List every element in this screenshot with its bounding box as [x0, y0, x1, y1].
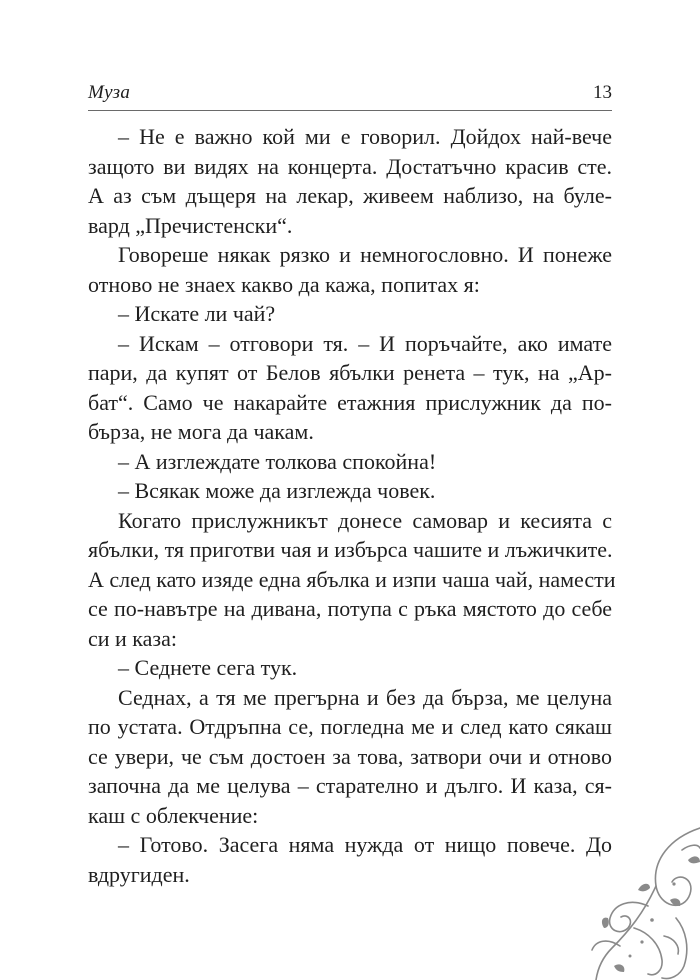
body-text — [88, 122, 616, 889]
text-line: – Всякак може да изглежда човек. — [118, 478, 436, 503]
text-line: Говореше някак рязко и немногословно. И понеже — [118, 242, 612, 267]
text-line: пари, да купят от Белов ябълки ренета – тук, на „Ар- — [88, 360, 612, 385]
text-line: – Готово. Засега няма нужда от нищо повече. До — [118, 832, 612, 857]
text-line: А аз съм дъщеря на лекар, живеем наблизо, на буле- — [88, 183, 612, 208]
text-line: каш с облекчение: — [88, 802, 259, 828]
text-line: се увери, че съм достоен за това, затвори очи и отново — [88, 743, 612, 769]
text-line: по устата. Отдръпна се, погледна ме и след като сякаш — [88, 714, 612, 739]
text-line: си и каза: — [88, 625, 177, 651]
text-line: защото ви видях на концерта. Достатъчно красив сте. — [88, 153, 612, 179]
text-line: Когато прислужникът донесе самовар и кесията с — [118, 507, 612, 533]
text-line: започна да ме целува – старателно и дълго. И каза, ся- — [88, 773, 612, 798]
text-line: – А изглеждате толкова спокойна! — [118, 448, 437, 474]
page-number: 13 — [593, 82, 612, 103]
text-line: – Не е важно кой ми е говорил. Дойдох най-вече — [118, 124, 612, 149]
text-line: отново не знаех какво да кажа, попитах я: — [88, 271, 480, 297]
text-line: – Искам – отговори тя. – И поръчайте, ако имате — [118, 330, 612, 356]
text-line: се по-навътре на дивана, потупа с ръка мястото до себе — [88, 596, 612, 621]
text-line: вард „Пречистенски“. — [88, 212, 293, 238]
text-line: бат“. Само че накарайте етажния прислужник да по- — [88, 389, 612, 415]
text-line: Седнах, а тя ме прегърна и без да бърза, ме целуна — [118, 684, 612, 710]
text-line: ябълки, тя приготви чая и избърса чашите и лъжичките. — [88, 537, 613, 562]
text-line: бърза, не мога да чакам. — [88, 419, 314, 444]
text-line: – Искате ли чай? — [118, 301, 276, 326]
floral-swirl-icon — [590, 820, 700, 980]
text-line: А след като изяде една ябълка и изпи чаша чай, намести — [88, 566, 616, 592]
text-line: вдругиден. — [88, 861, 190, 887]
text-line: – Седнете сега тук. — [118, 655, 298, 680]
running-header — [88, 78, 612, 111]
running-title: Муза — [88, 82, 131, 103]
